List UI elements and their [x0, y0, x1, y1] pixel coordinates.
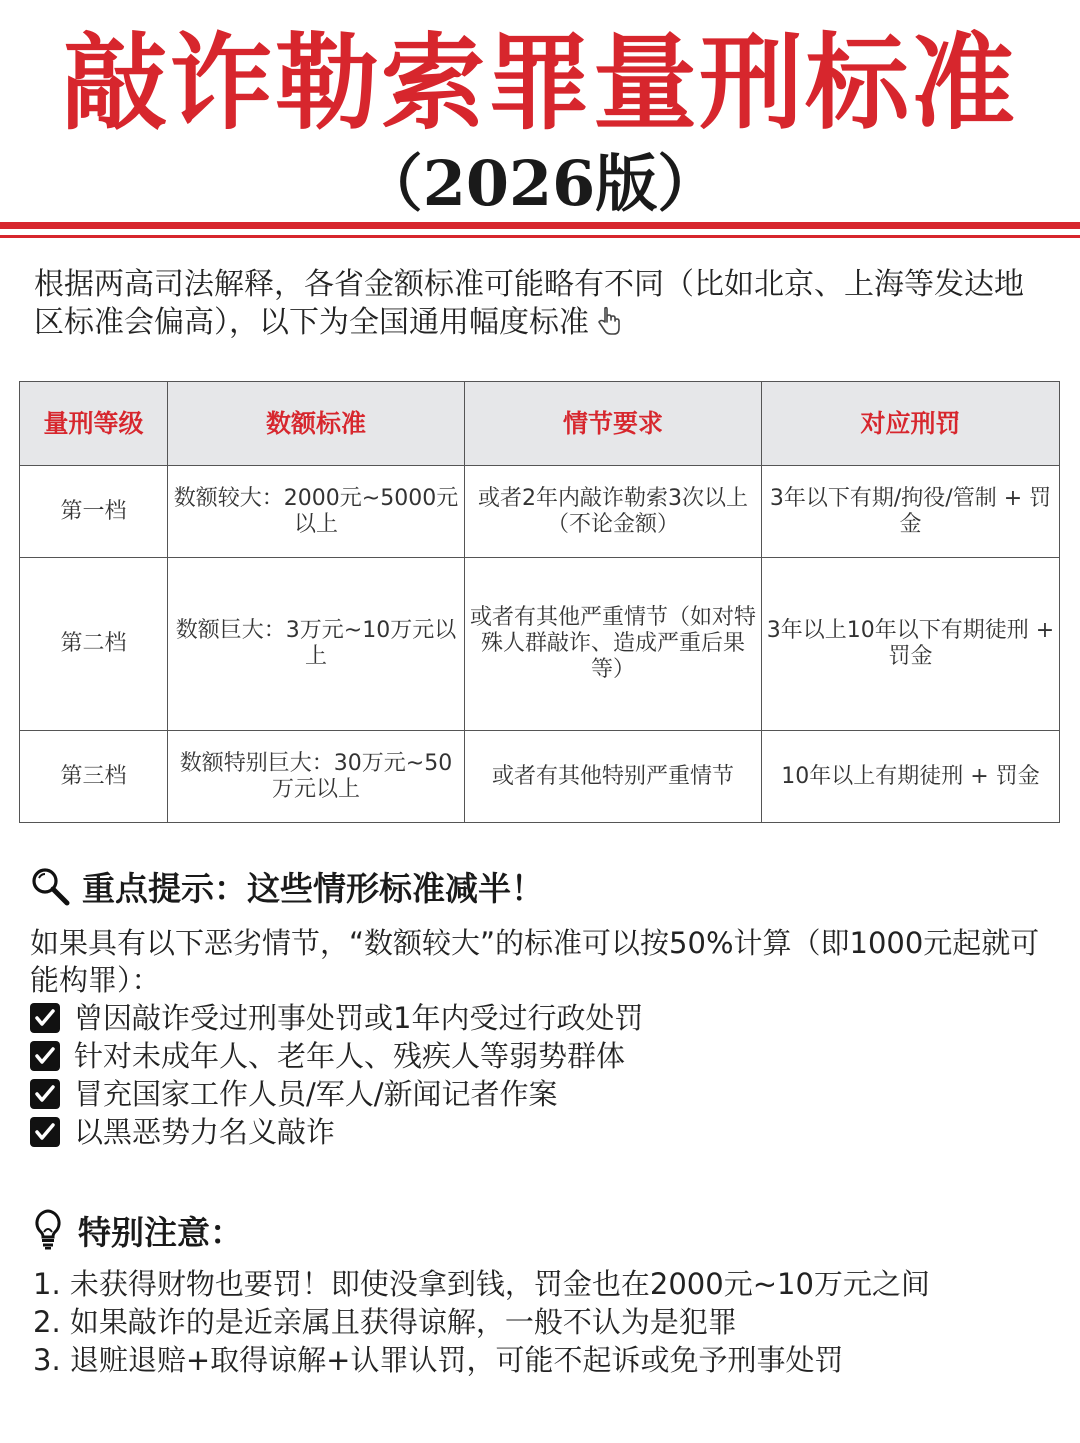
list-item-text: 针对未成年人、老年人、残疾人等弱势群体: [74, 1039, 626, 1073]
table-header-row: [20, 382, 1060, 466]
notes-heading-text: 特别注意：: [78, 1213, 243, 1252]
table-cell: 第一档: [20, 466, 168, 558]
magnifier-icon: [30, 866, 70, 915]
table-header-cell: 情节要求: [465, 382, 762, 466]
table-row: [20, 558, 1060, 731]
tips-list: [30, 999, 1040, 1151]
check-box-icon: [30, 1079, 60, 1109]
intro-text: [34, 266, 1044, 342]
list-item: 3. 退赃退赔+取得谅解+认罪认罚，可能不起诉或免予刑事处罚: [33, 1343, 844, 1377]
pointing-hand-down-icon: [595, 306, 623, 336]
table-header-cell: 量刑等级: [20, 382, 168, 466]
tips-text: 如果具有以下恶劣情节，“数额较大”的标准可以按50%计算（即1000元起就可能构罪）：: [30, 926, 1040, 997]
check-box-icon: [30, 1117, 60, 1147]
list-item-text: 以黑恶势力名义敲诈: [74, 1115, 336, 1149]
table-cell: 3年以上10年以下有期徒刑 + 罚金: [762, 558, 1060, 731]
list-item-text: 曾因敲诈受过刑事处罚或1年内受过行政处罚: [74, 1001, 644, 1035]
list-item: [30, 1113, 1040, 1151]
check-box-icon: [30, 1041, 60, 1071]
sentencing-table: [19, 381, 1060, 823]
intro-text-content: 根据两高司法解释，各省金额标准可能略有不同（比如北京、上海等发达地区标准会偏高），以下为全国通用幅度标准: [34, 267, 1024, 340]
page-subtitle: （2026版）: [360, 147, 720, 220]
table-header-cell: 数额标准: [168, 382, 465, 466]
table-row: [20, 466, 1060, 558]
list-item: 2. 如果敲诈的是近亲属且获得谅解，一般不认为是犯罪: [33, 1305, 737, 1339]
table-cell: 数额特别巨大：30万元~50万元以上: [168, 731, 465, 823]
table-cell: 第三档: [20, 731, 168, 823]
title-divider-thin: [0, 235, 1080, 238]
table-cell: 10年以上有期徒刑 + 罚金: [762, 731, 1060, 823]
list-item-text: 冒充国家工作人员/军人/新闻记者作案: [74, 1077, 558, 1111]
table-cell: 3年以下有期/拘役/管制 + 罚金: [762, 466, 1060, 558]
check-box-icon: [30, 1003, 60, 1033]
list-item: [30, 1037, 1040, 1075]
table-cell: 或者有其他严重情节（如对特殊人群敲诈、造成严重后果等）: [465, 558, 762, 731]
title-divider-thick: [0, 222, 1080, 229]
list-item: [30, 1075, 1040, 1113]
notes-list: [33, 1265, 1053, 1379]
list-item: [30, 999, 1040, 1037]
tips-heading-text: 重点提示：这些情形标准减半！: [82, 869, 544, 908]
page-title: 敲诈勒索罪量刑标准: [62, 21, 1017, 144]
tips-heading: [30, 866, 544, 915]
list-item: 1. 未获得财物也要罚！即使没拿到钱，罚金也在2000元~10万元之间: [33, 1267, 930, 1301]
notes-heading: [30, 1208, 243, 1259]
table-cell: 第二档: [20, 558, 168, 731]
lightbulb-icon: [30, 1208, 66, 1259]
table-cell: 或者有其他特别严重情节: [465, 731, 762, 823]
table-cell: 数额较大：2000元~5000元以上: [168, 466, 465, 558]
table-header-cell: 对应刑罚: [762, 382, 1060, 466]
table-cell: 数额巨大：3万元~10万元以上: [168, 558, 465, 731]
table-cell: 或者2年内敲诈勒索3次以上（不论金额）: [465, 466, 762, 558]
table-row: [20, 731, 1060, 823]
